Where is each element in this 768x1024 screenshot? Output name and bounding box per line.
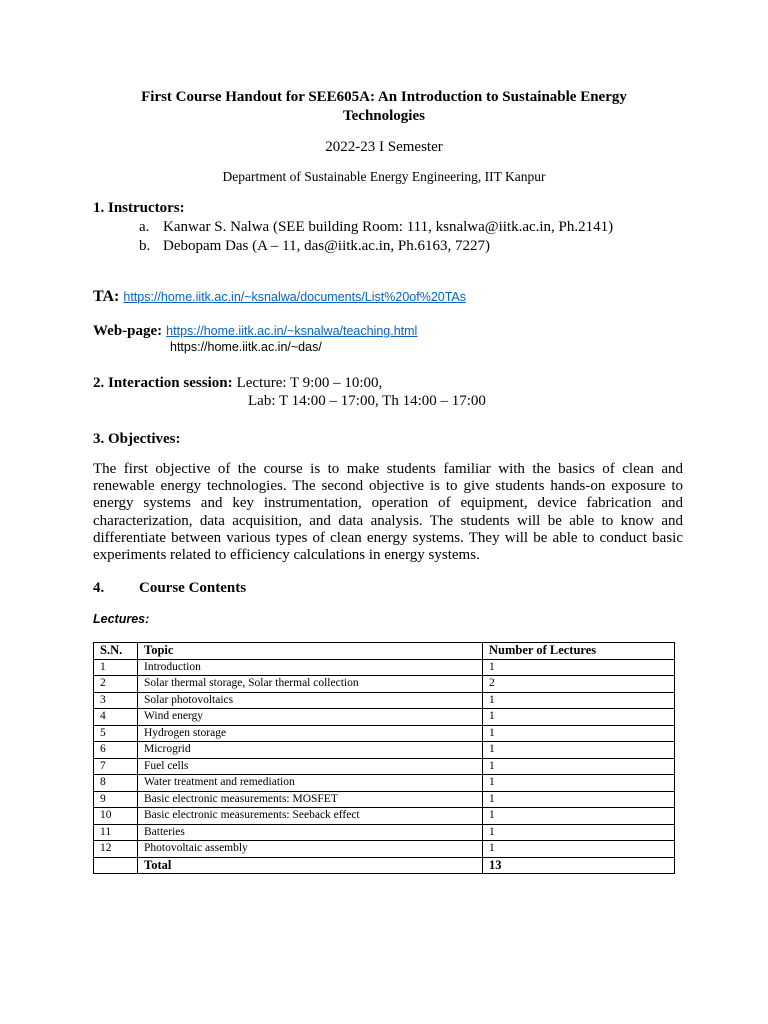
webpage-line xyxy=(93,322,417,340)
table-row xyxy=(94,758,675,775)
cell-sn: 12 xyxy=(94,841,138,858)
cell-sn: 6 xyxy=(94,742,138,759)
interaction-heading: 2. Interaction session: xyxy=(93,375,233,391)
webpage-label: Web-page: xyxy=(93,323,163,339)
cell-lectures: 1 xyxy=(483,742,675,759)
cell-sn: 4 xyxy=(94,709,138,726)
cell-lectures: 1 xyxy=(483,725,675,742)
cell-topic: Fuel cells xyxy=(138,758,483,775)
webpage-link-1[interactable]: https://home.iitk.ac.in/~ksnalwa/teaching.html xyxy=(166,324,418,338)
table-body xyxy=(94,659,675,874)
cell-sn: 7 xyxy=(94,758,138,775)
lectures-table xyxy=(93,642,675,874)
table-row xyxy=(94,791,675,808)
cell-topic: Solar thermal storage, Solar thermal collection xyxy=(138,676,483,693)
lectures-label: Lectures: xyxy=(93,612,150,626)
cell-sn: 2 xyxy=(94,676,138,693)
cell-lectures: 1 xyxy=(483,692,675,709)
cell-lectures: 1 xyxy=(483,824,675,841)
ta-line xyxy=(93,288,466,306)
header-sn: S.N. xyxy=(94,643,138,660)
cell-sn: 9 xyxy=(94,791,138,808)
cell-sn: 11 xyxy=(94,824,138,841)
header-topic: Topic xyxy=(138,643,483,660)
total-label: Total xyxy=(138,857,483,874)
contents-number: 4. xyxy=(93,580,105,596)
instructors-heading: 1. Instructors: xyxy=(93,200,185,216)
cell-topic: Microgrid xyxy=(138,742,483,759)
table-row xyxy=(94,676,675,693)
cell-lectures: 1 xyxy=(483,808,675,825)
table-row xyxy=(94,742,675,759)
title-line-2: Technologies xyxy=(343,108,425,124)
cell-lectures: 2 xyxy=(483,676,675,693)
webpage-link-2: https://home.iitk.ac.in/~das/ xyxy=(170,340,322,354)
cell-lectures: 1 xyxy=(483,791,675,808)
interaction-lecture: Lecture: T 9:00 – 10:00, xyxy=(236,375,383,391)
cell-sn: 8 xyxy=(94,775,138,792)
ta-link[interactable]: https://home.iitk.ac.in/~ksnalwa/documents/List%20of%20TAs xyxy=(123,290,467,304)
total-sn xyxy=(94,857,138,874)
cell-lectures: 1 xyxy=(483,841,675,858)
semester: 2022-23 I Semester xyxy=(325,139,443,155)
table-row xyxy=(94,725,675,742)
objectives-paragraph: The first objective of the course is to make students familiar with the basics of clean and renewable energy technologies. The second objective is to give students hands-on exposure to energy systems and key instrumentation, operation of equipment, device fabrication and characterization, data acquisition, and data analysis. The students will be able to know and differentiate between various types of clean energy systems. They will be able to conduct basic experiments related to efficiency calculations in energy systems. xyxy=(93,461,683,564)
ta-label: TA: xyxy=(93,288,120,305)
instructor-b: Debopam Das (A – 11, das@iitk.ac.in, Ph.6163, 7227) xyxy=(163,238,490,254)
table-row xyxy=(94,659,675,676)
cell-lectures: 1 xyxy=(483,775,675,792)
table-row xyxy=(94,824,675,841)
total-value: 13 xyxy=(483,857,675,874)
cell-topic: Batteries xyxy=(138,824,483,841)
table-row xyxy=(94,841,675,858)
cell-sn: 1 xyxy=(94,659,138,676)
table-header-row xyxy=(94,643,675,660)
table-row xyxy=(94,775,675,792)
cell-topic: Introduction xyxy=(138,659,483,676)
table-row xyxy=(94,808,675,825)
objectives-heading: 3. Objectives: xyxy=(93,431,181,447)
cell-sn: 5 xyxy=(94,725,138,742)
cell-lectures: 1 xyxy=(483,709,675,726)
cell-topic: Water treatment and remediation xyxy=(138,775,483,792)
interaction-lab: Lab: T 14:00 – 17:00, Th 14:00 – 17:00 xyxy=(248,393,486,409)
interaction-line xyxy=(93,374,382,392)
contents-heading: Course Contents xyxy=(139,580,247,596)
title-line-1: First Course Handout for SEE605A: An Introduction to Sustainable Energy xyxy=(141,89,627,105)
cell-topic: Solar photovoltaics xyxy=(138,692,483,709)
cell-topic: Wind energy xyxy=(138,709,483,726)
header-number-of-lectures: Number of Lectures xyxy=(483,643,675,660)
cell-sn: 3 xyxy=(94,692,138,709)
table-row xyxy=(94,709,675,726)
table-row xyxy=(94,692,675,709)
cell-sn: 10 xyxy=(94,808,138,825)
department: Department of Sustainable Energy Engineering, IIT Kanpur xyxy=(222,169,546,184)
instructor-a-marker: a. xyxy=(139,219,150,235)
cell-topic: Hydrogen storage xyxy=(138,725,483,742)
cell-topic: Photovoltaic assembly xyxy=(138,841,483,858)
instructor-b-marker: b. xyxy=(139,238,151,254)
cell-topic: Basic electronic measurements: MOSFET xyxy=(138,791,483,808)
table-total-row xyxy=(94,857,675,874)
cell-lectures: 1 xyxy=(483,659,675,676)
cell-topic: Basic electronic measurements: Seeback effect xyxy=(138,808,483,825)
instructor-a: Kanwar S. Nalwa (SEE building Room: 111, ksnalwa@iitk.ac.in, Ph.2141) xyxy=(163,219,614,235)
cell-lectures: 1 xyxy=(483,758,675,775)
